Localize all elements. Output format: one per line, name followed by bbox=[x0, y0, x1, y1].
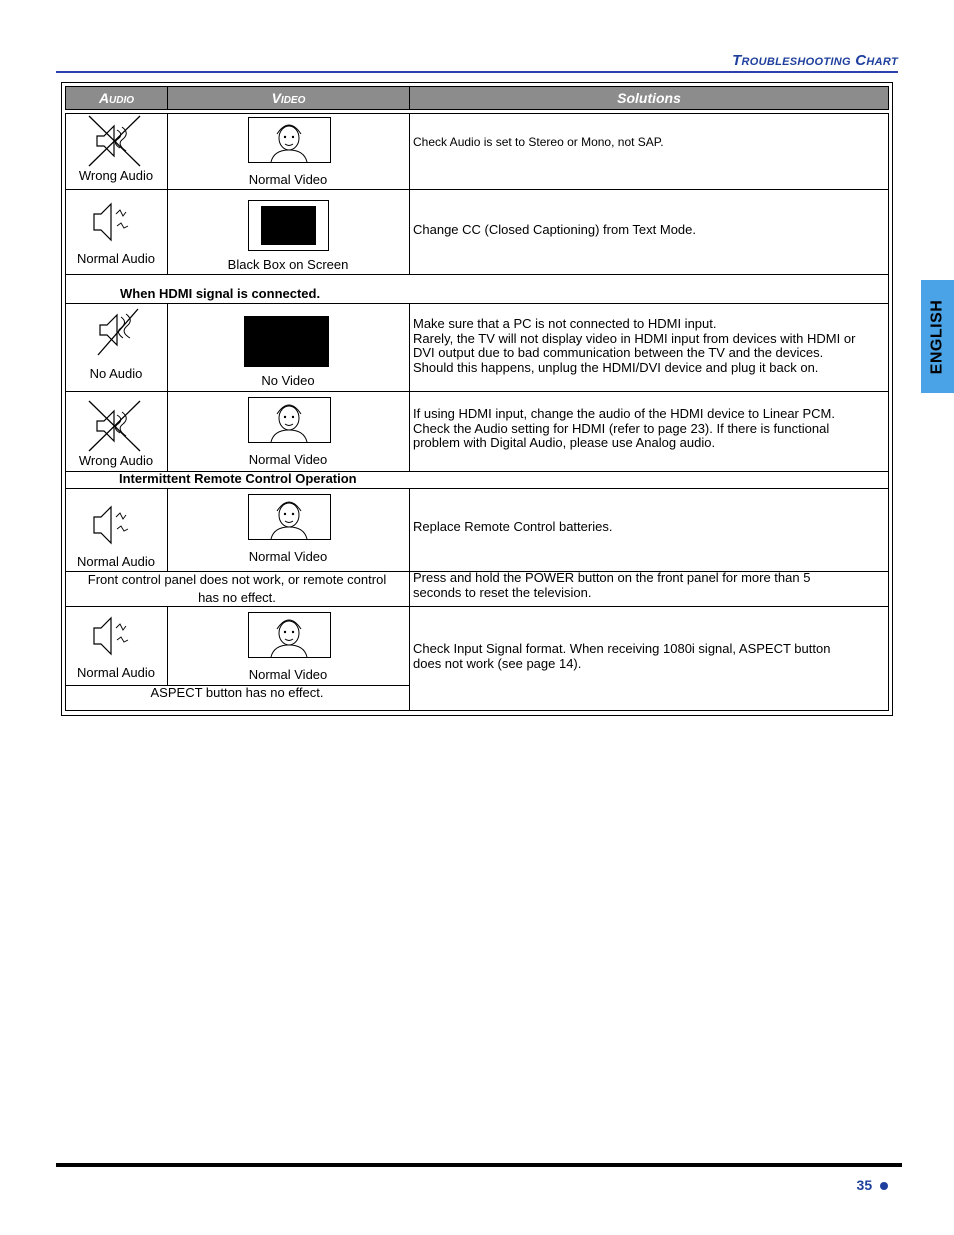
table-rule bbox=[409, 113, 410, 274]
normal-video-icon bbox=[248, 612, 331, 658]
column-header-video: Video bbox=[167, 86, 410, 110]
bullet-icon bbox=[880, 1182, 888, 1190]
audio-state-label: Normal Audio bbox=[76, 251, 156, 266]
wrong-audio-icon bbox=[86, 399, 144, 453]
solution-text: Check Input Signal format. When receiving 1080i signal, ASPECT button does not work (see page 14). bbox=[413, 641, 831, 671]
normal-audio-icon bbox=[88, 200, 138, 246]
table-rule bbox=[65, 488, 889, 489]
problem-text: Front control panel does not work, or remote control has no effect. bbox=[87, 572, 387, 605]
no-audio-icon bbox=[92, 305, 142, 357]
audio-state-label: Wrong Audio bbox=[78, 453, 154, 468]
table-rule bbox=[409, 303, 410, 471]
problem-text: ASPECT button has no effect. bbox=[150, 685, 324, 700]
normal-audio-icon bbox=[88, 503, 138, 549]
black-box-video-icon bbox=[248, 200, 329, 251]
solution-text: Make sure that a PC is not connected to HDMI input. Rarely, the TV will not display video in HDMI input from devices with HDMI or DVI output due to bad communication between the TV and the devices. Should this happens, unplug the HDMI/DVI device and plug it back on. bbox=[413, 316, 856, 375]
language-tab bbox=[921, 280, 954, 393]
video-state-label: Black Box on Screen bbox=[227, 257, 349, 272]
solution-text: Check Audio is set to Stereo or Mono, not SAP. bbox=[413, 135, 664, 149]
table-rule bbox=[65, 113, 889, 114]
video-state-label: Normal Video bbox=[248, 172, 328, 187]
normal-audio-icon bbox=[88, 614, 138, 660]
table-rule bbox=[65, 303, 889, 304]
language-tab-label: ENGLISH bbox=[928, 299, 946, 374]
section-heading-hdmi: When HDMI signal is connected. bbox=[120, 286, 321, 301]
video-state-label: Normal Video bbox=[248, 549, 328, 564]
audio-state-label: Normal Audio bbox=[76, 554, 156, 569]
table-rule bbox=[167, 113, 168, 274]
table-rule bbox=[65, 391, 889, 392]
solution-text: Change CC (Closed Captioning) from Text Mode. bbox=[413, 222, 697, 237]
solution-text: If using HDMI input, change the audio of the HDMI device to Linear PCM. Check the Audio setting for HDMI (refer to page 23). If there is functional problem with Digital Audio, please use Analog audio. bbox=[413, 406, 835, 450]
solution-text: Press and hold the POWER button on the front panel for more than 5 seconds to reset the television. bbox=[413, 570, 811, 600]
normal-video-icon bbox=[248, 117, 331, 163]
table-rule bbox=[409, 488, 410, 711]
section-heading-remote: Intermittent Remote Control Operation bbox=[119, 471, 357, 486]
no-video-icon bbox=[244, 316, 329, 367]
video-state-label: Normal Video bbox=[248, 667, 328, 682]
table-rule bbox=[65, 710, 889, 711]
page-number: 35 bbox=[857, 1177, 888, 1193]
audio-state-label: No Audio bbox=[89, 366, 143, 381]
header-rule bbox=[56, 71, 898, 73]
normal-video-icon bbox=[248, 397, 331, 443]
normal-video-icon bbox=[248, 494, 331, 540]
table-rule bbox=[65, 113, 66, 711]
table-rule bbox=[65, 274, 889, 275]
solution-text: Replace Remote Control batteries. bbox=[413, 519, 613, 534]
column-header-solutions: Solutions bbox=[409, 86, 889, 110]
column-header-audio: Audio bbox=[65, 86, 168, 110]
video-state-label: Normal Video bbox=[248, 452, 328, 467]
video-state-label: No Video bbox=[261, 373, 315, 388]
audio-state-label: Wrong Audio bbox=[78, 168, 154, 183]
table-rule bbox=[888, 113, 889, 711]
footer-rule bbox=[56, 1163, 902, 1167]
table-rule bbox=[65, 189, 889, 190]
audio-state-label: Normal Audio bbox=[76, 665, 156, 680]
page-title: Troubleshooting Chart bbox=[732, 52, 898, 69]
wrong-audio-icon bbox=[86, 114, 144, 168]
